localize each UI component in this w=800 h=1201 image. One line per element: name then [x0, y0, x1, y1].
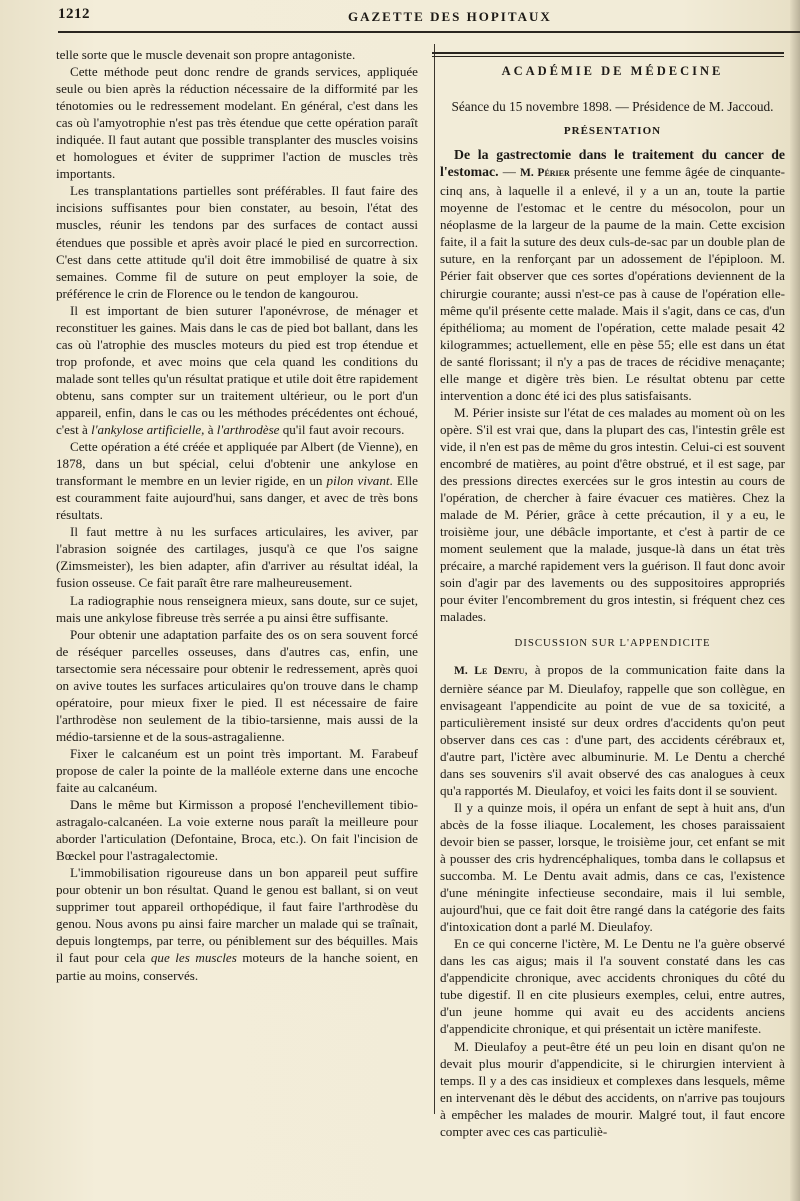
text-run: Il est important de bien suturer l'aponévrose, de ménager et reconstituer les gaines. Mais dans le cas de pied bot ballant, dans les cas où l'atrophie des muscles moteurs du pied est trop étendue et trop profonde, et avec moins que cela quand les conditions du malade sont telles qu'un résultat pratique et utile doit être rapidement obtenu, sans compter sur un traitement ultérieur, ou le port d'un appareil, enfin, dans le cas ou les méthodes précédentes ont échoué, c'est à — [56, 302, 418, 438]
text-run: , à propos de la communication faite dans la dernière séance par M. Dieulafoy, rappelle que son collègue, en envisageant l'appendicite au point de vue de sa toxicité, a particulièrement insisté sur deux ordres d'accidents qu'on peut observer dans ces cas : d'une part, des accidents cérébraux et, d'autre part, l'ictère avec albuminurie. M. Le Dentu a cherché dans ses souvenirs s'il avait observé des cas analogues à ceux qu'a rapportés M. Dieulafoy, et voici les faits dont il se souvient. — [440, 661, 785, 798]
paragraph — [440, 661, 785, 799]
italic-text: que les muscles — [150, 950, 237, 966]
italic-text: l'ankylose artificielle — [91, 422, 202, 438]
right-column — [440, 52, 785, 1140]
paragraph — [56, 438, 418, 523]
author-name: M. Périer — [519, 167, 570, 180]
text-run: Cette opération a été créée et appliquée par Albert (de Vienne), en 1878, dans un but spécial, celui d'obtenir une ankylose en transformant le membre en un levier rigide, en un — [56, 439, 418, 489]
text-run: L'immobilisation rigoureuse dans un bon appareil peut suffire pour obtenir un bon résultat. Quand le genou est ballant, si on veut supprimer tout appareil orthopédique, il faut faire l'arthrodèse du genou. Nous avons pu ainsi faire marcher un malade qui se traînait, depuis longtemps, par terre, ou péniblement sur des béquilles. Mais il faut pour cela — [56, 865, 418, 966]
text-run: . Elle est couramment faite aujourd'hui, sans danger, et avec de très bons résultats. — [56, 473, 418, 523]
paragraph: Les transplantations partielles sont préférables. Il faut faire des incisions suffisantes pour bien constater, au besoin, l'état des muscles, réunir les tendons par des surfaces de contact aussi étendues que possible et après avoir placé le pied en surcorrection. C'est dans cette attitude qu'il doit être immobilisé de quatre à six semaines. Comme fil de suture on peut employer la soie, de préférence le crin de Florence ou le tendon de kangourou. — [56, 183, 418, 301]
page-spine-shadow — [790, 0, 800, 1201]
text-run: qu'il faut avoir recours. — [279, 422, 405, 438]
discussion-heading: DISCUSSION SUR L'APPENDICITE — [514, 637, 711, 650]
session-line: Séance du 15 novembre 1898. — Présidence de M. Jaccoud. — [451, 99, 774, 115]
paragraph: M. Périer insiste sur l'état de ces malades au moment où on les opère. S'il est vrai que, dans la plupart des cas, l'intestin grêle est vide, il n'en est pas de même du gros intestin. Celui-ci est souvent encombré de matières, au point d'être obstrué, et il est sage, par des pressions directes exercées sur le gros intestin au cours de l'opération, de chercher à faire évacuer ces matières. Chez la malade de M. Périer, grâce à cette précaution, il y a eu, le troisième jour, une débâcle importante, et c'est à partir de ce moment seulement que la malade, jusque-là dans un état très précaire, a marché rapidement vers la guérison. Il faut donc avoir soin d'agir par des lavements ou des suppositoires appropriés pour éviter l'encombrement du gros intestin, si fréquent chez ces malades. — [440, 404, 785, 625]
section-rule — [432, 52, 784, 57]
paragraph: De la gastrectomie dans le traitement du cancer de l'estomac. — M. Périer présente une femme âgée de cinquante-cinq ans, à laquelle il a enlevé, il y a un an, toute la partie moyenne de l'estomac et le centre du mésocolon, pour un néoplasme de la largeur de la paume de la main. Cette excision faite, il a fait la suture des deux culs-de-sac par un double plan de suture, en la renforçant par un adossement de l'épiploon. M. Périer fait observer que ces sortes d'opérations deviennent de la chirurgie courante; aussi n'est-ce pas à cause de l'opération elle-même qu'il présente cette malade. Mais il s'agit, dans ce cas, d'un épithélioma; au moment de l'opération, cette malade pesait 42 kilogrammes; actuellement, elle en pèse 55; elle est dans un état de santé florissant; il n'y a pas de traces de récidive menaçante; elle mange et digère très bien. Le résultat obtenu par cette intervention a donc été ici des plus satisfaisants. — [440, 147, 786, 403]
paragraph: La radiographie nous renseignera mieux, sans doute, sur ce sujet, mais une ankylose fibreuse très serrée a pu ainsi être suffisante. — [56, 592, 418, 625]
italic-text: pilon vivant — [326, 473, 390, 489]
paragraph: Dans le même but Kirmisson a proposé l'enchevillement tibio-astragalo-calcanéen. La voie externe nous paraît la meilleure pour aborder l'articulation (Defontaine, Broca, etc.). On fait l'incision de Bœckel pour l'astragalectomie. — [56, 797, 418, 864]
paragraph — [56, 302, 418, 438]
column-divider — [434, 44, 435, 1114]
text-run: moteurs de la hanche soient, en partie au moins, conservés. — [56, 950, 418, 983]
paragraph — [56, 864, 418, 983]
page-number: 1212 — [58, 6, 90, 22]
paragraph: Il faut mettre à nu les surfaces articulaires, les aviver, par l'abrasion soignée des cartilages, jusqu'à ce que l'os saigne (Zimsmeister), les bien adapter, afin d'arriver au résultat idéal, la fusion osseuse. Ce fait paraît être rare malheureusement. — [56, 524, 418, 591]
paragraph: Fixer le calcanéum est un point très important. M. Farabeuf propose de caler la pointe de la malléole externe dans une encoche faite au calcanéum. — [56, 745, 418, 796]
paragraph: telle sorte que le muscle devenait son propre antagoniste. — [56, 47, 356, 62]
italic-text: l'arthrodèse — [216, 422, 280, 438]
page-header — [58, 2, 798, 32]
section-title: ACADÉMIE DE MÉDECINE — [501, 64, 724, 78]
paragraph: En ce qui concerne l'ictère, M. Le Dentu ne l'a guère observé dans les cas aigus; mais il l'a souvent constaté dans les cas d'appendicite chronique, avec accidents chroniques du côté du tube digestif. Il en cite plusieurs exemples, celui, entre autres, d'un jeune homme qui avait eu des accidents anciens d'appendicite chronique, et qui présentait un ictère manifeste. — [440, 936, 785, 1037]
journal-title: GAZETTE DES HOPITAUX — [348, 9, 552, 24]
text-run: présente une femme âgée de cinquante-cinq ans, à laquelle il a enlevé, il y a un an, toute la partie moyenne de l'estomac et le centre du mésocolon, pour un néoplasme de la largeur de la paume de la main. Cette excision faite, il a fait la suture des deux culs-de-sac par un double plan de suture, en la renforçant par un adossement de l'épiploon. M. Périer fait observer que ces sortes d'opérations deviennent de la chirurgie courante; aussi n'est-ce pas à cause de l'opération elle-même qu'il présente cette malade. Mais il s'agit, dans ce cas, d'un épithélioma; au moment de l'opération, cette malade pesait 42 kilogrammes; actuellement, elle en pèse 55; elle est dans un état de santé florissant; il n'y a pas de traces de récidive menaçante; elle mange et digère très bien. Le résultat obtenu par cette intervention a donc été ici des plus satisfaisants. — [440, 164, 786, 403]
presentation-heading: PRÉSENTATION — [563, 125, 662, 138]
paragraph: M. Dieulafoy a peut-être été un peu loin en disant qu'on ne devait plus mourir d'appendicite, si le chirurgien intervient à temps. Il y a des cas insidieux et complexes dans lesquels, même en intervenant dès le début des accidents, on n'arrive pas toujours à empêcher les malades de mourir. Malgré tout, il faut encore compter avec ces cas particuliè- — [440, 1038, 785, 1139]
paragraph: Il y a quinze mois, il opéra un enfant de sept à huit ans, d'un abcès de la fosse iliaque. Localement, les choses paraissaient devoir bien se passer, lorsque, le troisième jour, cet enfant se mit à pousser des cris hydrencéphaliques, tomba dans le collapsus et succomba. M. Le Dentu avait admis, dans ce cas, l'existence d'une méningite infectieuse secondaire, mais il lui semble, aujourd'hui, que ce fait doit être rangé dans la catégorie des faits d'intoxication dont a parlé M. Dieulafoy. — [440, 799, 785, 935]
left-column — [56, 46, 418, 984]
paragraph: Pour obtenir une adaptation parfaite des os on sera souvent forcé de réséquer parcelles osseuses, dans d'autres cas, enfin, une tarsectomie sera nécessaire pour obtenir le redressement, après quoi on avive toutes les surfaces articulaires qu'on trouve dans le champ opératoire, pour mieux fixer le pied. Il est nécessaire de faire l'arthrodèse non seulement de la tibio-tarsienne, mais aussi de la médio-tarsienne et de la sous-astragalienne. — [56, 626, 418, 744]
author-name: M. Le Dentu — [454, 664, 525, 677]
article-title: De la gastrectomie dans le traitement du cancer de l'estomac. — [440, 147, 785, 180]
header-rule — [58, 31, 800, 33]
text-run: , à — [201, 422, 217, 438]
paragraph: Cette méthode peut donc rendre de grands services, appliquée seule ou bien après la réduction nécessaire de la difformité par les ténotomies ou le redressement modelant. En général, c'est dans les cas où l'amyotrophie n'est pas très étendue que cette opération paraît indiquée. Il faut autant que possible transplanter des muscles voisins et homologues et éviter de supprimer l'action de muscles très importants. — [56, 64, 418, 182]
